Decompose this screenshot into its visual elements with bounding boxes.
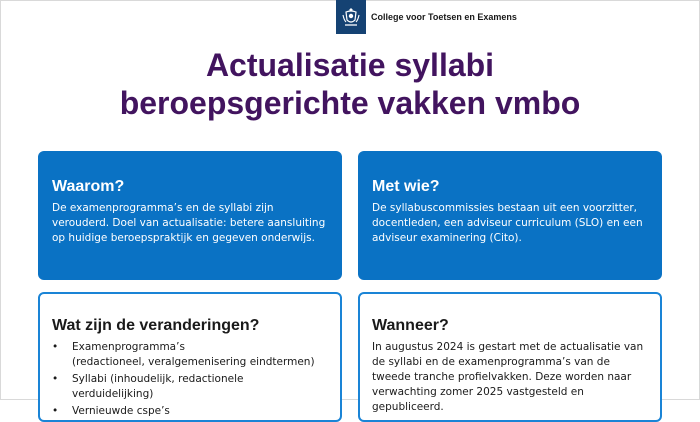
- card-wanneer-text: In augustus 2024 is gestart met de actualisatie van de syllabi en de examenprogramma’s van de tweede tranche profielvakken. Deze worden naar verwachting zomer 2025 vastgesteld en gepubliceerd.: [372, 341, 644, 413]
- list-item-main: Vernieuwde cspe’s: [72, 405, 170, 417]
- card-waarom: [38, 151, 342, 280]
- card-met-wie-text: De syllabuscommissies bestaan uit een voorzitter, docentleden, een adviseur curriculum (SLO) en een adviseur examinering (Cito).: [372, 202, 643, 244]
- card-met-wie: [358, 151, 662, 280]
- page-title: [0, 46, 700, 122]
- card-wanneer-heading: Wanneer?: [372, 317, 449, 334]
- list-item: [72, 372, 328, 402]
- card-waarom-text: De examenprogramma’s en de syllabi zijn verouderd. Doel van actualisatie: betere aansluiting op huidige beroepspraktijk en gegeven onderwijs.: [52, 202, 326, 244]
- list-item-main: Syllabi (inhoudelijk, redactionele verduidelijking): [72, 373, 244, 400]
- list-item-sub: (redactioneel, veralgemenisering eindtermen): [72, 356, 315, 368]
- card-waarom-heading: Waarom?: [52, 178, 125, 195]
- card-wanneer: [358, 292, 662, 422]
- changes-list: [52, 340, 328, 419]
- list-item-main: Examenprogramma’s: [72, 341, 185, 353]
- list-item: [72, 340, 328, 370]
- card-met-wie-heading: Met wie?: [372, 178, 440, 195]
- title-line-2: beroepsgerichte vakken vmbo: [119, 85, 581, 121]
- card-veranderingen-heading: Wat zijn de veranderingen?: [52, 317, 260, 334]
- coat-of-arms-icon: [336, 0, 366, 34]
- title-line-1: Actualisatie syllabi: [205, 47, 495, 83]
- list-item: [72, 404, 328, 419]
- org-name: College voor Toetsen en Examens: [371, 12, 517, 22]
- card-veranderingen: [38, 292, 342, 422]
